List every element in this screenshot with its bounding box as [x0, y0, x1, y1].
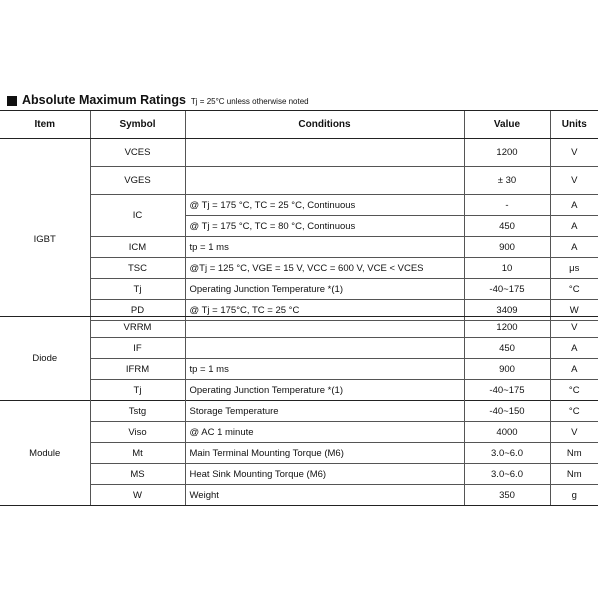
conditions-cell: @Tj = 125 °C, VGE = 15 V, VCC = 600 V, VCE < VCES	[185, 258, 464, 279]
conditions-cell: @ Tj = 175°C, TC = 25 °C	[185, 300, 464, 321]
conditions-cell: Storage Temperature	[185, 401, 464, 422]
table-row	[0, 380, 598, 401]
value-cell: 3.0~6.0	[464, 464, 550, 485]
conditions-cell: Operating Junction Temperature *(1)	[185, 279, 464, 300]
table-row	[0, 317, 598, 338]
value-cell: -	[464, 195, 550, 216]
conditions-cell	[185, 139, 464, 167]
symbol-cell: Tj	[90, 279, 185, 300]
symbol-cell: Mt	[90, 443, 185, 464]
table-row	[0, 258, 598, 279]
symbol-cell: IC	[90, 195, 185, 237]
symbol-cell: W	[90, 485, 185, 506]
table-row	[0, 279, 598, 300]
symbol-cell: VRRM	[90, 317, 185, 338]
units-cell: g	[550, 485, 598, 506]
value-cell: 4000	[464, 422, 550, 443]
units-cell: V	[550, 422, 598, 443]
units-cell: °C	[550, 279, 598, 300]
col-header-conditions: Conditions	[185, 111, 464, 139]
table-row	[0, 464, 598, 485]
table-row	[0, 167, 598, 195]
section-heading	[2, 93, 309, 109]
symbol-cell: ICM	[90, 237, 185, 258]
table-row	[0, 422, 598, 443]
conditions-cell: @ Tj = 175 °C, TC = 80 °C, Continuous	[185, 216, 464, 237]
table-row	[0, 443, 598, 464]
units-cell: A	[550, 237, 598, 258]
units-cell: °C	[550, 401, 598, 422]
square-bullet-icon	[7, 96, 17, 106]
value-cell: 10	[464, 258, 550, 279]
conditions-cell: @ AC 1 minute	[185, 422, 464, 443]
value-cell: 350	[464, 485, 550, 506]
ratings-table-lower	[0, 316, 598, 506]
units-cell: A	[550, 216, 598, 237]
units-cell: Nm	[550, 443, 598, 464]
table-row	[0, 237, 598, 258]
conditions-cell: Weight	[185, 485, 464, 506]
conditions-cell	[185, 338, 464, 359]
value-cell: ± 30	[464, 167, 550, 195]
table-row	[0, 195, 598, 216]
col-header-item: Item	[0, 111, 90, 139]
value-cell: 1200	[464, 139, 550, 167]
col-header-value: Value	[464, 111, 550, 139]
symbol-cell: VGES	[90, 167, 185, 195]
section-subtitle: Tj = 25°C unless otherwise noted	[190, 97, 309, 106]
value-cell: 450	[464, 216, 550, 237]
units-cell: W	[550, 300, 598, 321]
group-label-module: Module	[0, 401, 90, 506]
symbol-cell: Viso	[90, 422, 185, 443]
table-row	[0, 359, 598, 380]
units-cell: V	[550, 317, 598, 338]
units-cell: V	[550, 167, 598, 195]
value-cell: 3409	[464, 300, 550, 321]
header-row	[0, 111, 598, 139]
value-cell: -40~150	[464, 401, 550, 422]
table-row	[0, 401, 598, 422]
value-cell: -40~175	[464, 380, 550, 401]
value-cell: 900	[464, 359, 550, 380]
conditions-cell: Operating Junction Temperature *(1)	[185, 380, 464, 401]
units-cell: °C	[550, 380, 598, 401]
units-cell: V	[550, 139, 598, 167]
group-label-diode: Diode	[0, 317, 90, 401]
table-row	[0, 485, 598, 506]
conditions-cell: tp = 1 ms	[185, 359, 464, 380]
ratings-table	[0, 110, 598, 340]
value-cell: -40~175	[464, 279, 550, 300]
units-cell: A	[550, 195, 598, 216]
units-cell: A	[550, 338, 598, 359]
units-cell: Nm	[550, 464, 598, 485]
symbol-cell: IF	[90, 338, 185, 359]
conditions-cell: Heat Sink Mounting Torque (M6)	[185, 464, 464, 485]
table-row	[0, 139, 598, 167]
units-cell: μs	[550, 258, 598, 279]
section-title: Absolute Maximum Ratings	[22, 93, 186, 107]
symbol-cell: PD	[90, 300, 185, 321]
symbol-cell: VCES	[90, 139, 185, 167]
symbol-cell: TSC	[90, 258, 185, 279]
symbol-cell: MS	[90, 464, 185, 485]
conditions-cell: Main Terminal Mounting Torque (M6)	[185, 443, 464, 464]
symbol-cell: IFRM	[90, 359, 185, 380]
group-label-igbt: IGBT	[0, 139, 90, 341]
conditions-cell	[185, 317, 464, 338]
table-row	[0, 338, 598, 359]
value-cell: 1200	[464, 317, 550, 338]
symbol-cell: Tstg	[90, 401, 185, 422]
conditions-cell	[185, 167, 464, 195]
conditions-cell: @ Tj = 175 °C, TC = 25 °C, Continuous	[185, 195, 464, 216]
units-cell: A	[550, 359, 598, 380]
conditions-cell: tp = 1 ms	[185, 237, 464, 258]
value-cell: 450	[464, 338, 550, 359]
value-cell: 3.0~6.0	[464, 443, 550, 464]
value-cell: 900	[464, 237, 550, 258]
symbol-cell: Tj	[90, 380, 185, 401]
col-header-units: Units	[550, 111, 598, 139]
col-header-symbol: Symbol	[90, 111, 185, 139]
